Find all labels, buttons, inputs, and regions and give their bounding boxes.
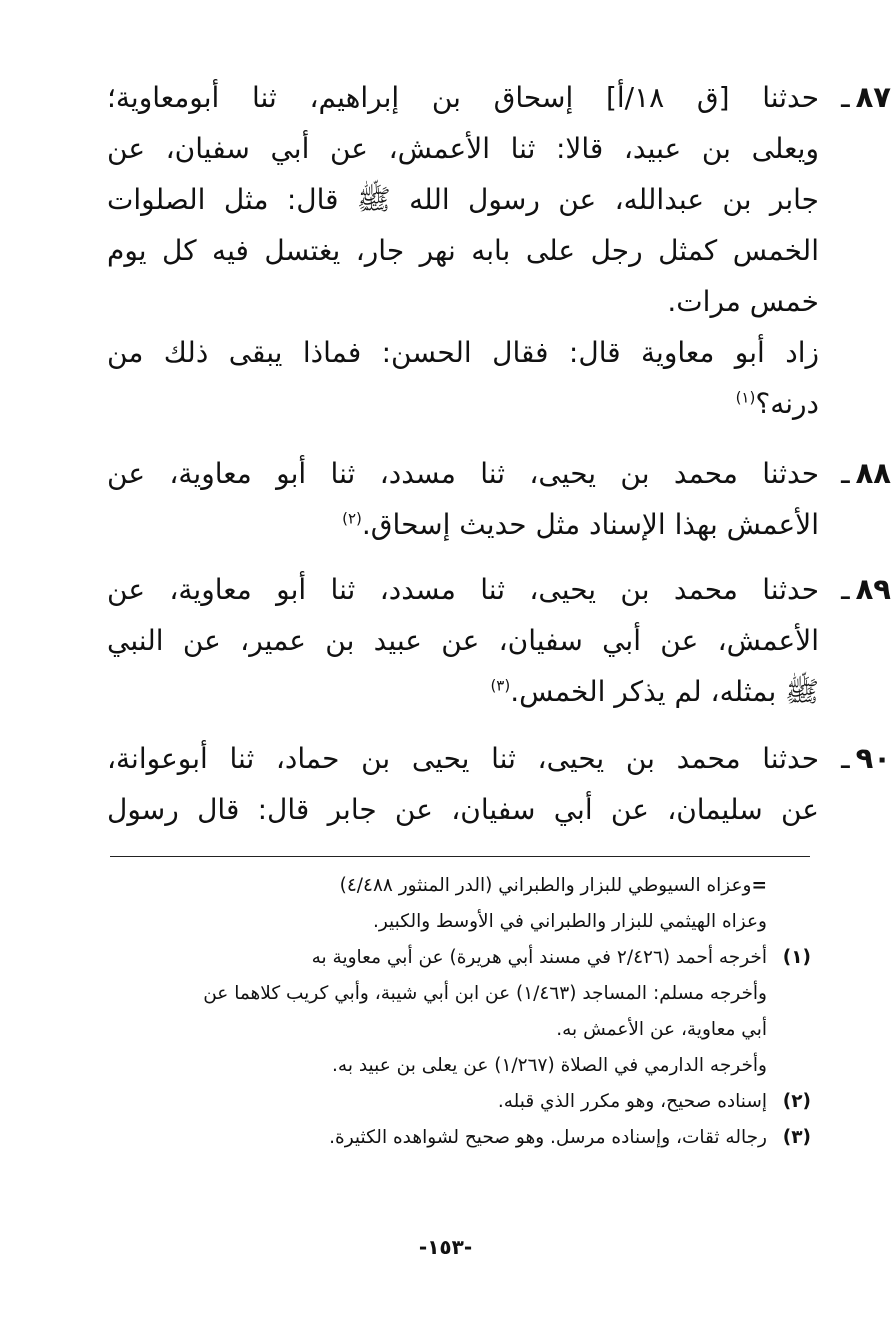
footnote-continuation-line: وعزاه الهيثمي للبزار والطبراني في الأوسط والكبير. bbox=[372, 911, 767, 932]
hadith-line: حدثنا [ق ١٨/أ] إسحاق بن إبراهيم، ثنا أبومعاوية؛ bbox=[107, 81, 820, 114]
hadith-line: الأعمش، عن أبي سفيان، عن عبيد بن عمير، عن النبي bbox=[107, 624, 819, 657]
hadith-number-text: ٩٠ bbox=[855, 741, 891, 775]
footnote-2 bbox=[111, 1084, 811, 1120]
footnote-3 bbox=[111, 1120, 811, 1156]
footnote-text: وعزاه السيوطي للبزار والطبراني (الدر المنثور ٤/٤٨٨) bbox=[339, 875, 752, 896]
continuation-mark: = bbox=[751, 875, 767, 896]
hadith-line-with-ref bbox=[107, 666, 819, 717]
hadith-line: الخمس كمثل رجل على بابه نهر جار، يغتسل فيه كل يوم bbox=[107, 234, 819, 267]
hadith-dash: ـ bbox=[841, 456, 850, 490]
footnote-label: (٢) bbox=[782, 1091, 811, 1112]
hadith-dash: ـ bbox=[841, 572, 850, 606]
hadith-line: زاد أبو معاوية قال: فقال الحسن: فماذا يبقى ذلك من bbox=[107, 336, 819, 369]
hadith-line: خمس مرات. bbox=[667, 285, 819, 318]
hadith-89 bbox=[107, 564, 891, 717]
hadith-number bbox=[819, 448, 891, 498]
footnote-continuation-line bbox=[111, 868, 811, 904]
hadith-line-with-ref bbox=[107, 378, 819, 429]
hadith-87 bbox=[107, 72, 891, 429]
footnote-reference: (١) bbox=[735, 388, 756, 407]
footnote-line: وأخرجه الدارمي في الصلاة (١/٢٦٧) عن يعلى بن عبيد به. bbox=[332, 1055, 767, 1076]
hadith-line: جابر بن عبدالله، عن رسول الله ﷺ قال: مثل الصلوات bbox=[107, 183, 819, 216]
hadith-90 bbox=[107, 733, 891, 835]
hadith-dash: ـ bbox=[841, 741, 850, 775]
hadith-number bbox=[819, 733, 891, 783]
footnote-separator bbox=[110, 856, 810, 857]
hadith-line-text: ﷺ بمثله، لم يذكر الخمس. bbox=[510, 675, 819, 708]
footnote-reference: (٣) bbox=[490, 676, 511, 695]
footnote-line: وأخرجه مسلم: المساجد (١/٤٦٣) عن ابن أبي شيبة، وأبي كريب كلاهما عن bbox=[203, 983, 767, 1004]
hadith-line: حدثنا محمد بن يحيى، ثنا يحيى بن حماد، ثنا أبوعوانة، bbox=[107, 742, 819, 775]
hadith-88 bbox=[107, 448, 891, 550]
footnote-text: أخرجه أحمد (٢/٤٢٦ في مسند أبي هريرة) عن أبي معاوية به bbox=[311, 947, 767, 968]
hadith-line: حدثنا محمد بن يحيى، ثنا مسدد، ثنا أبو معاوية، عن bbox=[107, 457, 819, 490]
footnote-text: رجاله ثقات، وإسناده مرسل. وهو صحيح لشواهده الكثيرة. bbox=[329, 1127, 767, 1148]
footnote-line: أبي معاوية، عن الأعمش به. bbox=[556, 1019, 767, 1040]
hadith-line-text: درنه؟ bbox=[755, 387, 819, 420]
footnote-text: إسناده صحيح، وهو مكرر الذي قبله. bbox=[497, 1091, 767, 1112]
hadith-line: عن سليمان، عن أبي سفيان، عن جابر قال: قال رسول bbox=[107, 793, 819, 826]
hadith-number-text: ٨٧ bbox=[855, 80, 891, 114]
hadith-number bbox=[819, 564, 891, 614]
footnote-1 bbox=[111, 940, 811, 976]
hadith-line: ويعلى بن عبيد، قالا: ثنا الأعمش، عن أبي سفيان، عن bbox=[107, 132, 819, 165]
hadith-line: حدثنا محمد بن يحيى، ثنا مسدد، ثنا أبو معاوية، عن bbox=[107, 573, 819, 606]
hadith-number bbox=[819, 72, 891, 122]
footnote-label: (٣) bbox=[782, 1127, 811, 1148]
footnote-reference: (٢) bbox=[342, 509, 362, 528]
hadith-dash: ـ bbox=[841, 80, 850, 114]
hadith-line-with-ref bbox=[107, 499, 819, 550]
footnote-label: (١) bbox=[782, 947, 811, 968]
page-number: -١٥٣- bbox=[418, 1235, 473, 1259]
footnotes bbox=[111, 868, 811, 1156]
hadith-number-text: ٨٩ bbox=[855, 572, 891, 606]
hadith-number-text: ٨٨ bbox=[855, 456, 891, 490]
hadith-line-text: الأعمش بهذا الإسناد مثل حديث إسحاق. bbox=[361, 508, 819, 541]
